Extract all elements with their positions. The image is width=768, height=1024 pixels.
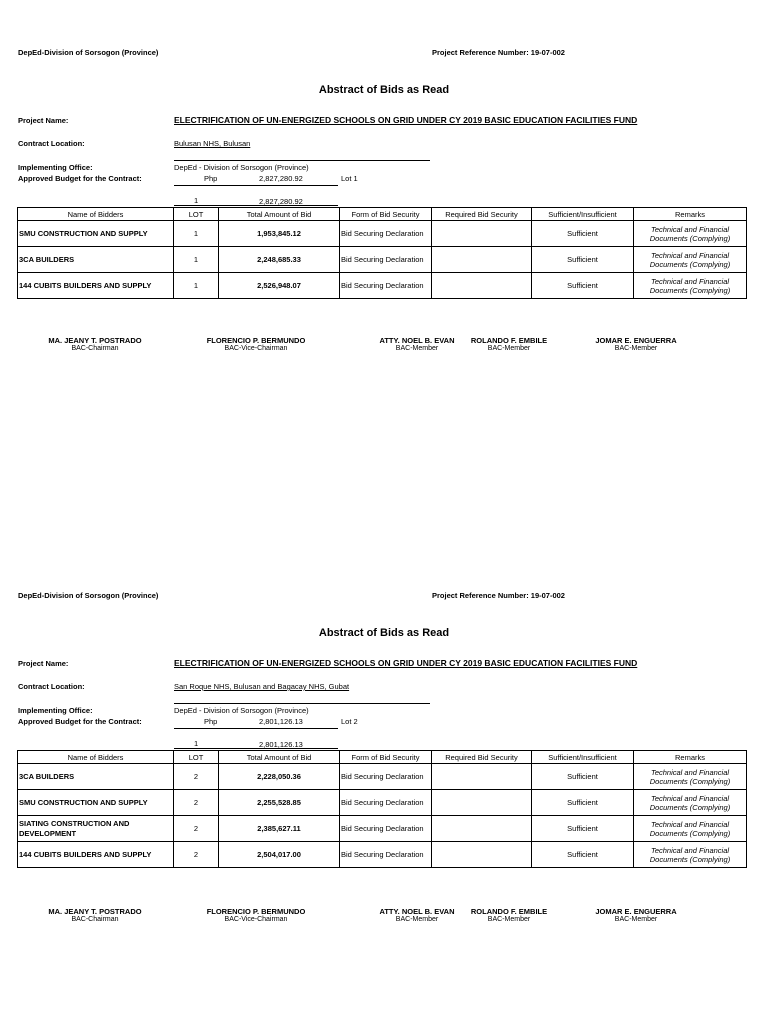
signatory-name: ROLANDO F. EMBILE (470, 907, 548, 916)
abc-currency: Php (204, 174, 218, 183)
bid-security-form: Bid Securing Declaration (340, 842, 432, 868)
signatory-name: MA. JEANY T. POSTRADO (48, 336, 142, 345)
column-header: Total Amount of Bid (219, 751, 340, 764)
bid-amount: 2,248,685.33 (219, 247, 340, 273)
bid-security-form: Bid Securing Declaration (340, 790, 432, 816)
bidder-name: SIATING CONSTRUCTION AND DEVELOPMENT (18, 816, 174, 842)
signatory (586, 336, 686, 352)
signatory (464, 336, 554, 352)
table-row (18, 247, 747, 273)
division-header: DepEd-Division of Sorsogon (Province) (18, 48, 159, 57)
abstract-lot-1 (0, 48, 768, 368)
bidder-name: 3CA BUILDERS (18, 764, 174, 790)
signatory-name: JOMAR E. ENGUERRA (595, 336, 677, 345)
remarks: Technical and Financial Documents (Complying) (634, 842, 747, 868)
signatory-position: BAC-Member (395, 916, 439, 923)
signatory-position: BAC-Member (395, 345, 439, 352)
project-name-label: Project Name: (18, 659, 69, 668)
summary-amount: 2,801,126.13 (259, 740, 303, 749)
required-bid-security (432, 273, 532, 299)
implementing-office-label: Implementing Office: (18, 163, 93, 172)
signatory (586, 907, 686, 923)
lot-label: Lot 2 (341, 717, 358, 726)
column-header: Total Amount of Bid (219, 208, 340, 221)
remarks: Technical and Financial Documents (Complying) (634, 221, 747, 247)
table-row (18, 790, 747, 816)
bid-amount: 2,228,050.36 (219, 764, 340, 790)
divider-line (174, 205, 338, 206)
contract-location-value: Bulusan NHS, Bulusan (174, 139, 251, 148)
bidder-name: SMU CONSTRUCTION AND SUPPLY (18, 221, 174, 247)
bidder-name: 3CA BUILDERS (18, 247, 174, 273)
divider-line (174, 185, 338, 186)
column-header: Remarks (634, 751, 747, 764)
bid-security-form: Bid Securing Declaration (340, 221, 432, 247)
bid-security-form: Bid Securing Declaration (340, 764, 432, 790)
signatory-position: BAC-Member (614, 916, 658, 923)
lot-label: Lot 1 (341, 174, 358, 183)
bid-amount: 2,255,528.85 (219, 790, 340, 816)
project-reference-number: Project Reference Number: 19-07-002 (432, 591, 565, 600)
contract-location-label: Contract Location: (18, 682, 85, 691)
bid-amount: 2,385,627.11 (219, 816, 340, 842)
implementing-office-value: DepEd - Division of Sorsogon (Province) (174, 163, 309, 172)
divider-line (174, 160, 430, 161)
column-header: LOT (174, 751, 219, 764)
bid-amount: 1,953,845.12 (219, 221, 340, 247)
signatory-name: ATTY. NOEL B. EVAN (379, 336, 455, 345)
contract-location-value: San Roque NHS, Bulusan and Bagacay NHS, Gubat (174, 682, 350, 691)
signatory (372, 907, 462, 923)
division-header: DepEd-Division of Sorsogon (Province) (18, 591, 159, 600)
signatory-name: JOMAR E. ENGUERRA (595, 907, 677, 916)
bid-lot: 2 (174, 764, 219, 790)
column-header: Form of Bid Security (340, 208, 432, 221)
signatory-position: BAC-Member (614, 345, 658, 352)
divider-line (174, 703, 430, 704)
required-bid-security (432, 221, 532, 247)
abc-label: Approved Budget for the Contract: (18, 174, 142, 183)
table-row (18, 273, 747, 299)
remarks: Technical and Financial Documents (Complying) (634, 790, 747, 816)
abc-label: Approved Budget for the Contract: (18, 717, 142, 726)
signatory (196, 336, 316, 352)
implementing-office-value: DepEd - Division of Sorsogon (Province) (174, 706, 309, 715)
column-header: LOT (174, 208, 219, 221)
sufficiency-status: Sufficient (532, 790, 634, 816)
bid-lot: 1 (174, 221, 219, 247)
column-header: Name of Bidders (18, 208, 174, 221)
signatory (40, 336, 150, 352)
required-bid-security (432, 842, 532, 868)
required-bid-security (432, 764, 532, 790)
remarks: Technical and Financial Documents (Complying) (634, 247, 747, 273)
bid-lot: 1 (174, 273, 219, 299)
bid-amount: 2,526,948.07 (219, 273, 340, 299)
divider-line (174, 728, 338, 729)
column-header: Required Bid Security (432, 208, 532, 221)
table-row (18, 842, 747, 868)
column-header: Name of Bidders (18, 751, 174, 764)
column-header: Remarks (634, 208, 747, 221)
signatory (40, 907, 150, 923)
table-header-row (18, 208, 747, 221)
summary-amount: 2,827,280.92 (259, 197, 303, 206)
project-reference-number: Project Reference Number: 19-07-002 (432, 48, 565, 57)
remarks: Technical and Financial Documents (Complying) (634, 764, 747, 790)
required-bid-security (432, 247, 532, 273)
sufficiency-status: Sufficient (532, 273, 634, 299)
column-header: Sufficient/Insufficient (532, 751, 634, 764)
bid-lot: 2 (174, 816, 219, 842)
bid-lot: 2 (174, 790, 219, 816)
bid-security-form: Bid Securing Declaration (340, 816, 432, 842)
signatory-position: BAC-Chairman (71, 345, 119, 352)
sufficiency-status: Sufficient (532, 247, 634, 273)
project-name-value: ELECTRIFICATION OF UN-ENERGIZED SCHOOLS ON GRID UNDER CY 2019 BASIC EDUCATION FACILITIES FUND (174, 658, 638, 668)
signatory (196, 907, 316, 923)
signatory-position: BAC-Member (487, 345, 531, 352)
bid-lot: 2 (174, 842, 219, 868)
bids-table (17, 207, 747, 299)
divider-line (174, 748, 338, 749)
abstract-lot-2 (0, 591, 768, 941)
bid-security-form: Bid Securing Declaration (340, 273, 432, 299)
project-name-value: ELECTRIFICATION OF UN-ENERGIZED SCHOOLS ON GRID UNDER CY 2019 BASIC EDUCATION FACILITIES FUND (174, 115, 638, 125)
bidder-name: SMU CONSTRUCTION AND SUPPLY (18, 790, 174, 816)
implementing-office-label: Implementing Office: (18, 706, 93, 715)
column-header: Required Bid Security (432, 751, 532, 764)
bidder-name: 144 CUBITS BUILDERS AND SUPPLY (18, 842, 174, 868)
document-title: Abstract of Bids as Read (318, 84, 450, 96)
sufficiency-status: Sufficient (532, 764, 634, 790)
bidder-name: 144 CUBITS BUILDERS AND SUPPLY (18, 273, 174, 299)
remarks: Technical and Financial Documents (Complying) (634, 816, 747, 842)
signatory-name: MA. JEANY T. POSTRADO (48, 907, 142, 916)
signatory-position: BAC-Member (487, 916, 531, 923)
contract-location-label: Contract Location: (18, 139, 85, 148)
required-bid-security (432, 816, 532, 842)
column-header: Sufficient/Insufficient (532, 208, 634, 221)
summary-lot: 1 (194, 196, 199, 205)
document-title: Abstract of Bids as Read (318, 627, 450, 639)
signatory-name: FLORENCIO P. BERMUNDO (206, 907, 306, 916)
remarks: Technical and Financial Documents (Complying) (634, 273, 747, 299)
sufficiency-status: Sufficient (532, 842, 634, 868)
table-row (18, 816, 747, 842)
table-row (18, 764, 747, 790)
bids-table (17, 750, 747, 868)
signatory-name: FLORENCIO P. BERMUNDO (206, 336, 306, 345)
signatory (372, 336, 462, 352)
required-bid-security (432, 790, 532, 816)
sufficiency-status: Sufficient (532, 816, 634, 842)
signatory (464, 907, 554, 923)
abc-amount: 2,801,126.13 (259, 717, 303, 726)
table-header-row (18, 751, 747, 764)
signatory-position: BAC-Vice-Chairman (224, 916, 288, 923)
signatory-position: BAC-Vice-Chairman (224, 345, 288, 352)
signatory-position: BAC-Chairman (71, 916, 119, 923)
sufficiency-status: Sufficient (532, 221, 634, 247)
project-name-label: Project Name: (18, 116, 69, 125)
bid-lot: 1 (174, 247, 219, 273)
bid-amount: 2,504,017.00 (219, 842, 340, 868)
bid-security-form: Bid Securing Declaration (340, 247, 432, 273)
table-row (18, 221, 747, 247)
signatory-name: ROLANDO F. EMBILE (470, 336, 548, 345)
abc-amount: 2,827,280.92 (259, 174, 303, 183)
signatory-name: ATTY. NOEL B. EVAN (379, 907, 455, 916)
summary-lot: 1 (194, 739, 199, 748)
column-header: Form of Bid Security (340, 751, 432, 764)
abc-currency: Php (204, 717, 218, 726)
